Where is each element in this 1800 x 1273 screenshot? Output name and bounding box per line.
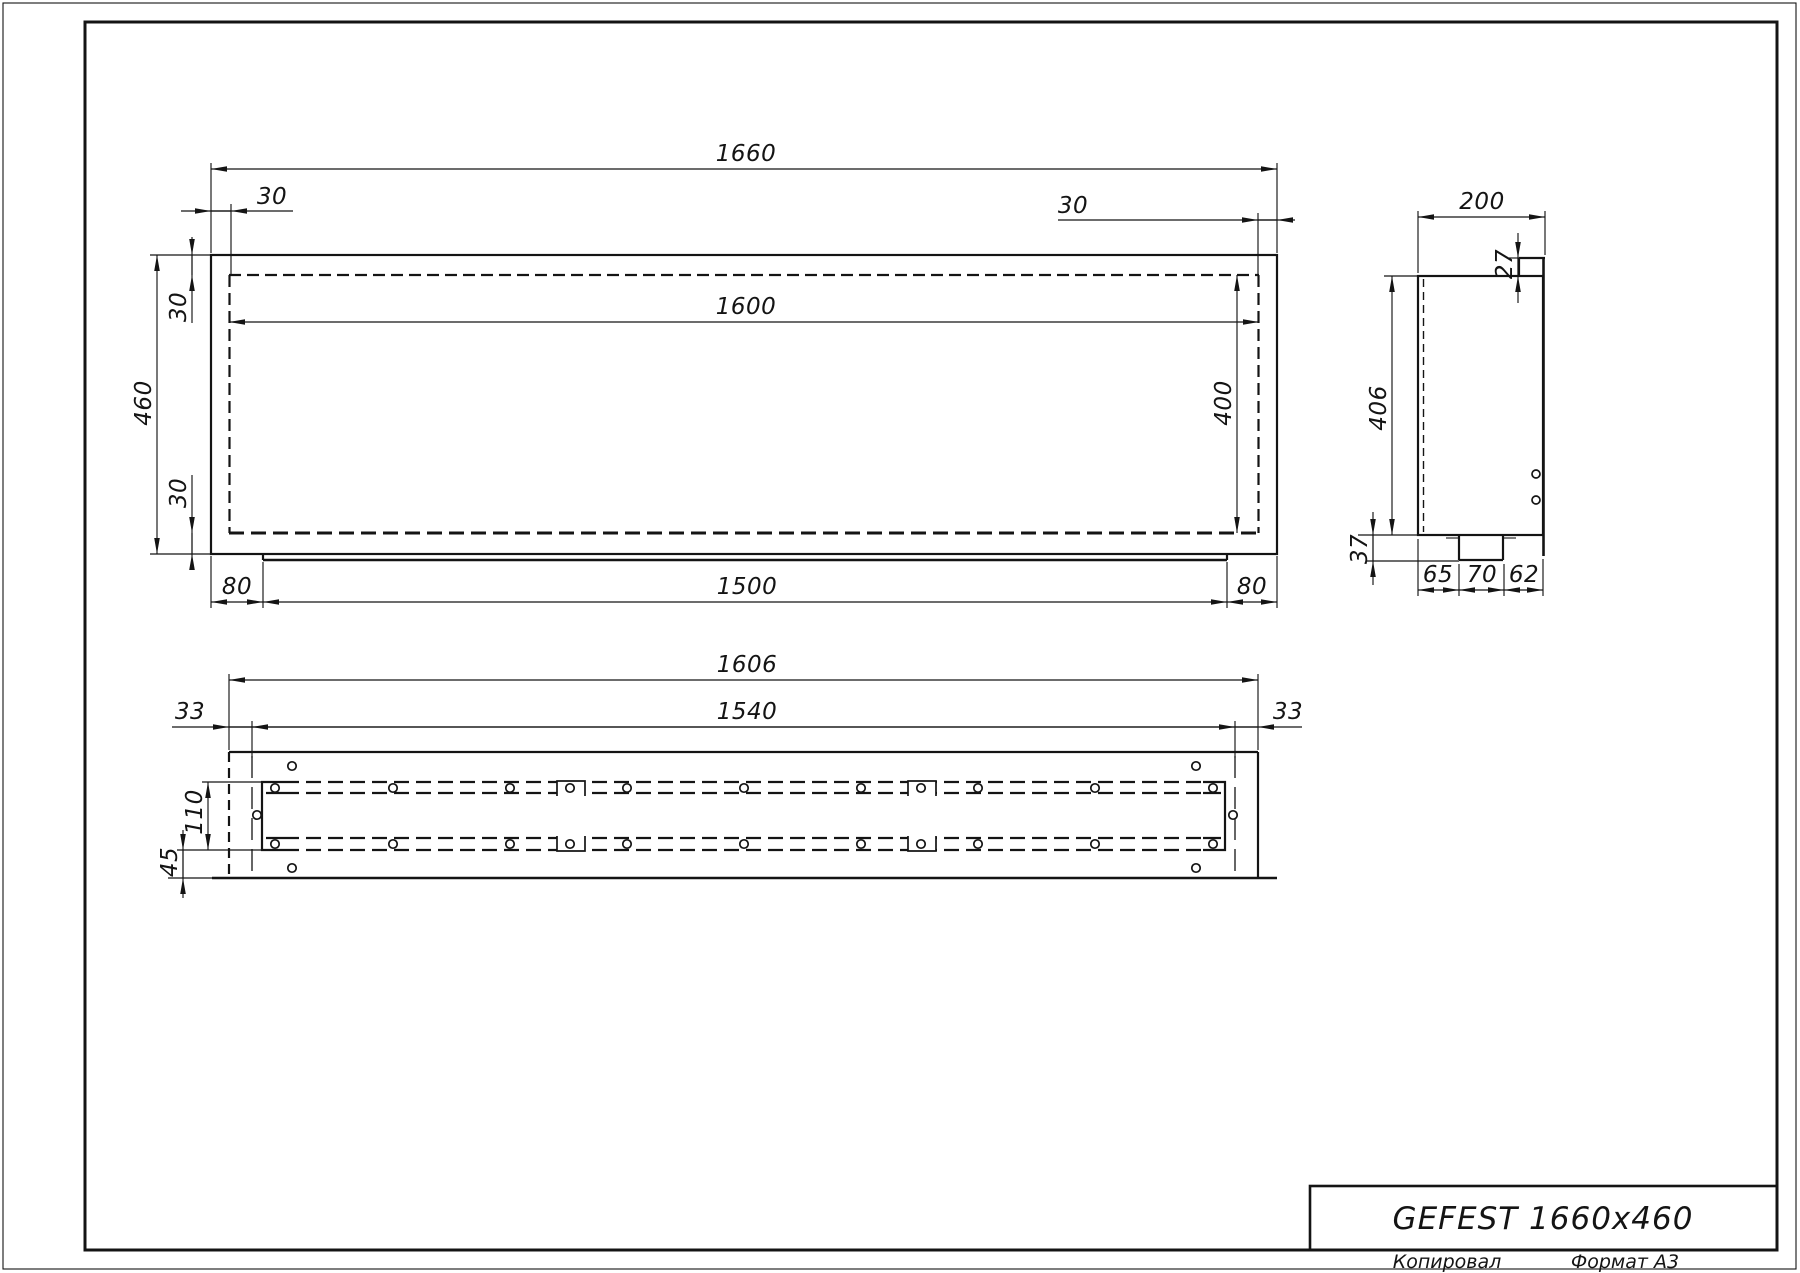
dim-front-tray-offset-left: 80 bbox=[221, 574, 253, 600]
plan-view-dimensions bbox=[157, 652, 1303, 898]
title-block bbox=[1310, 1186, 1777, 1250]
dim-front-tray-offset-right: 80 bbox=[1236, 574, 1268, 600]
front-view-dimensions bbox=[131, 141, 1295, 608]
dim-side-height-body: 406 bbox=[1366, 385, 1392, 431]
sheet-footer bbox=[1393, 1251, 1679, 1273]
dim-side-seg-burner: 70 bbox=[1466, 562, 1498, 588]
dim-plan-slot-depth: 110 bbox=[182, 789, 208, 835]
dim-front-width-outer: 1660 bbox=[715, 141, 777, 167]
dim-side-depth: 200 bbox=[1459, 189, 1505, 215]
dim-front-height-outer: 460 bbox=[131, 380, 157, 426]
dim-front-width-opening: 1600 bbox=[715, 294, 777, 320]
dim-plan-width-outer: 1606 bbox=[716, 652, 778, 678]
footer-format-label: Формат А3 bbox=[1570, 1251, 1680, 1273]
dim-front-flange-left: 30 bbox=[166, 291, 192, 323]
plan-view bbox=[157, 652, 1303, 898]
plan-view-outline bbox=[212, 752, 1277, 878]
dim-side-flange-top: 27 bbox=[1492, 248, 1518, 280]
dim-side-burner-drop: 37 bbox=[1347, 533, 1373, 565]
side-view-holes bbox=[1532, 470, 1540, 504]
dim-plan-width-inner: 1540 bbox=[716, 699, 778, 725]
dim-front-flange-bottom: 30 bbox=[166, 477, 192, 509]
dim-front-height-opening: 400 bbox=[1211, 380, 1237, 426]
dim-plan-margin-left: 33 bbox=[174, 699, 206, 725]
dim-front-flange-top: 30 bbox=[256, 184, 288, 210]
plan-view-holes bbox=[253, 762, 1237, 872]
title-block-product: GEFEST 1660x460 bbox=[1392, 1201, 1694, 1237]
front-view bbox=[131, 141, 1295, 608]
dim-plan-front-gap: 45 bbox=[157, 846, 183, 878]
dim-front-tray-width: 1500 bbox=[716, 574, 778, 600]
footer-copied-label: Копировал bbox=[1392, 1251, 1502, 1273]
side-view-outline bbox=[1418, 258, 1545, 560]
side-view bbox=[1347, 189, 1545, 596]
dim-plan-margin-right: 33 bbox=[1272, 699, 1304, 725]
dim-side-seg-front: 62 bbox=[1508, 562, 1540, 588]
dim-front-flange-right: 30 bbox=[1057, 193, 1089, 219]
dim-side-seg-back: 65 bbox=[1422, 562, 1454, 588]
